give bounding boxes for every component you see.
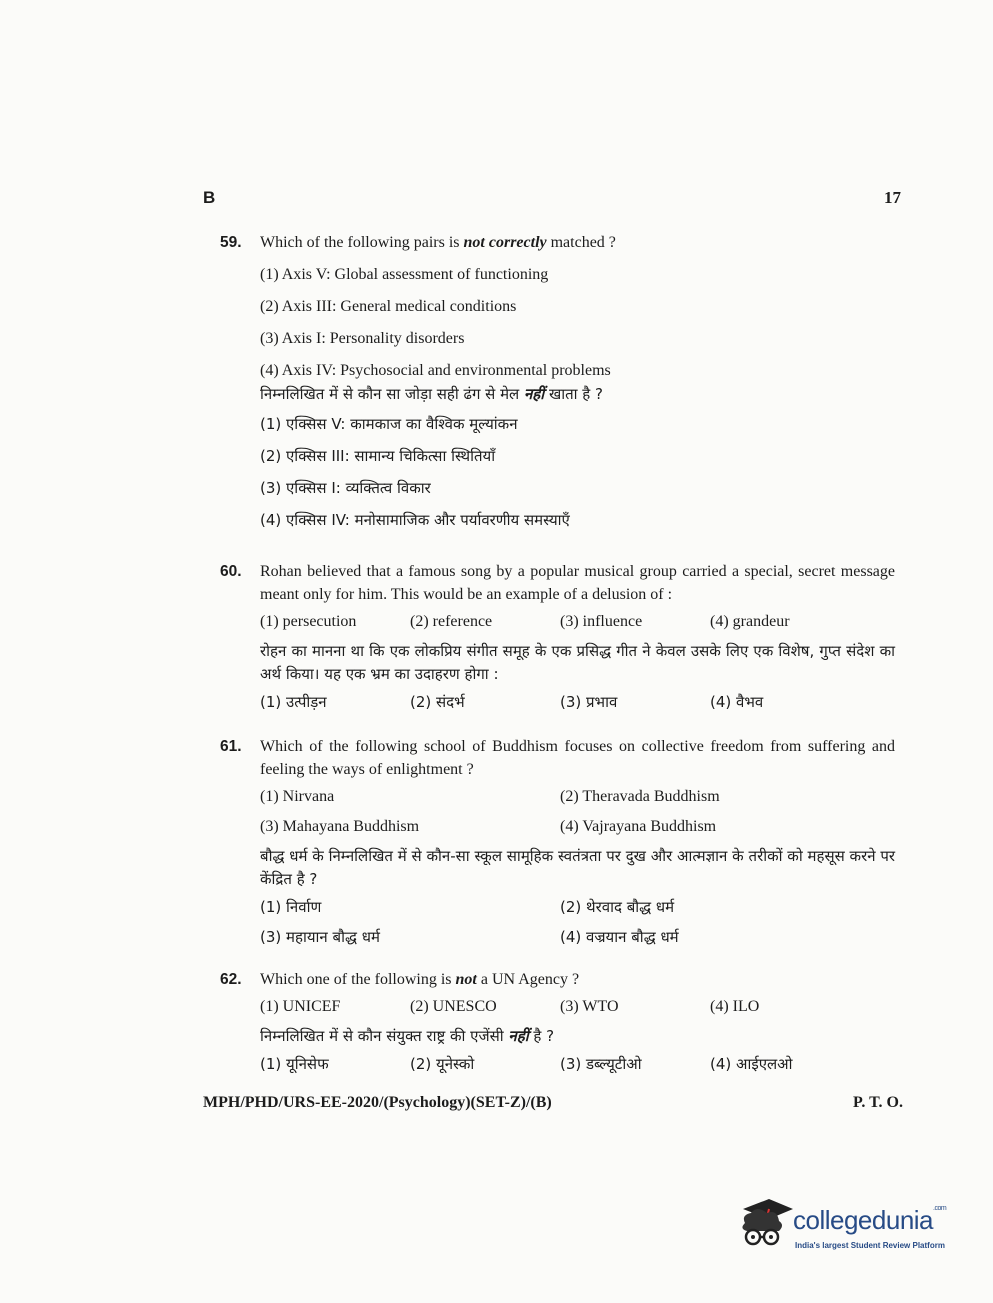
option-en-1: (1) UNICEF [260, 998, 341, 1015]
logo-name: collegedunia$^{.com}$ [793, 1205, 947, 1235]
option-hi-4: (4) वैभव [710, 693, 764, 711]
question-number: 59. [220, 234, 242, 251]
question-number: 62. [220, 971, 242, 988]
question-text-hi: निम्नलिखित में से कौन सा जोड़ा सही ढंग से मेल नहीं खाता है ? [260, 385, 603, 403]
options-hi [260, 690, 895, 720]
option-hi-3: (3) डब्ल्यूटीओ [560, 1055, 642, 1073]
question-text-en: Rohan believed that a famous song by a popular musical group carried a special, secret message meant only for him. This would be an example of a delusion of : [260, 563, 895, 603]
options-hi-row-2 [260, 925, 895, 955]
question-text-hi: निम्नलिखित में से कौन संयुक्त राष्ट्र की एजेंसी नहीं है ? [260, 1027, 555, 1045]
option-hi-1: (1) निर्वाण [260, 898, 322, 916]
page-header [203, 188, 901, 212]
option-en-1: (1) Nirvana [260, 788, 335, 805]
paper-code: MPH/PHD/URS-EE-2020/(Psychology)(SET-Z)/(B) [203, 1094, 552, 1111]
option-hi-4: (4) वज्रयान बौद्ध धर्म [560, 928, 679, 946]
question-59 [220, 231, 895, 540]
option-en-3: (3) Axis I: Personality disorders [260, 330, 465, 347]
option-hi-4: (4) आईएलओ [710, 1055, 793, 1073]
student-mascot-icon [735, 1195, 795, 1255]
option-en-4: (4) ILO [710, 998, 760, 1015]
option-en-4: (4) grandeur [710, 613, 790, 630]
set-letter: B [203, 188, 216, 207]
option-en-3: (3) WTO [560, 998, 619, 1015]
option-en-3: (3) influence [560, 613, 643, 630]
question-text-hi: बौद्ध धर्म के निम्नलिखित में से कौन-सा स्कूल सामूहिक स्वतंत्रता पर दुख और आत्मज्ञान के तरीकों को महसूस करने पर केंद्रित है ? [260, 847, 895, 888]
question-62 [220, 968, 895, 1082]
option-en-4: (4) Vajrayana Buddhism [560, 818, 717, 835]
option-hi-3: (3) एक्सिस I: व्यक्तित्व विकार [260, 479, 431, 497]
option-en-2: (2) reference [410, 613, 493, 630]
options-en [260, 995, 895, 1025]
page-footer [203, 1094, 903, 1116]
question-text-en: Which of the following pairs is not correctly matched ? [260, 234, 616, 251]
options-en-row-1 [260, 785, 895, 815]
option-hi-1: (1) यूनिसेफ [260, 1055, 329, 1073]
option-en-2: (2) Axis III: General medical conditions [260, 298, 517, 315]
question-number: 61. [220, 738, 242, 755]
option-en-2: (2) Theravada Buddhism [560, 788, 720, 805]
question-61 [220, 735, 895, 955]
please-turn-over: P. T. O. [853, 1094, 903, 1111]
question-number: 60. [220, 563, 242, 580]
option-hi-3: (3) प्रभाव [560, 693, 618, 711]
option-hi-1: (1) उत्पीड़न [260, 693, 327, 711]
options-hi [260, 1052, 895, 1082]
option-en-1: (1) Axis V: Global assessment of functioning [260, 266, 549, 283]
option-hi-2: (2) यूनेस्को [410, 1055, 475, 1073]
question-text-hi: रोहन का मानना था कि एक लोकप्रिय संगीत समूह के एक प्रसिद्ध गीत ने केवल उसके लिए एक विशेष, गुप्त संदेश का अर्थ किया। यह एक भ्रम का उदाहरण होगा : [260, 642, 895, 683]
option-hi-2: (2) संदर्भ [410, 693, 465, 711]
options-en [260, 610, 895, 640]
logo-tagline: India's largest Student Review Platform [795, 1241, 945, 1250]
question-text-en: Which of the following school of Buddhism focuses on collective freedom from suffering and feeling the ways of enlightment ? [260, 738, 895, 778]
options-en-row-2 [260, 815, 895, 845]
option-en-2: (2) UNESCO [410, 998, 497, 1015]
option-hi-3: (3) महायान बौद्ध धर्म [260, 928, 380, 946]
option-en-4: (4) Axis IV: Psychosocial and environmental problems [260, 362, 611, 379]
question-60 [220, 560, 895, 720]
option-hi-1: (1) एक्सिस V: कामकाज का वैश्विक मूल्यांकन [260, 415, 518, 433]
page-number: 17 [884, 188, 901, 207]
question-text-en: Which one of the following is not a UN Agency ? [260, 971, 580, 988]
option-hi-2: (2) थेरवाद बौद्ध धर्म [560, 898, 675, 916]
option-en-3: (3) Mahayana Buddhism [260, 818, 420, 835]
options-hi-row-1 [260, 895, 895, 925]
option-en-1: (1) persecution [260, 613, 357, 630]
collegedunia-logo [735, 1195, 965, 1265]
option-hi-2: (2) एक्सिस III: सामान्य चिकित्सा स्थितियाँ [260, 447, 496, 465]
option-hi-4: (4) एक्सिस IV: मनोसामाजिक और पर्यावरणीय समस्याएँ [260, 511, 570, 529]
